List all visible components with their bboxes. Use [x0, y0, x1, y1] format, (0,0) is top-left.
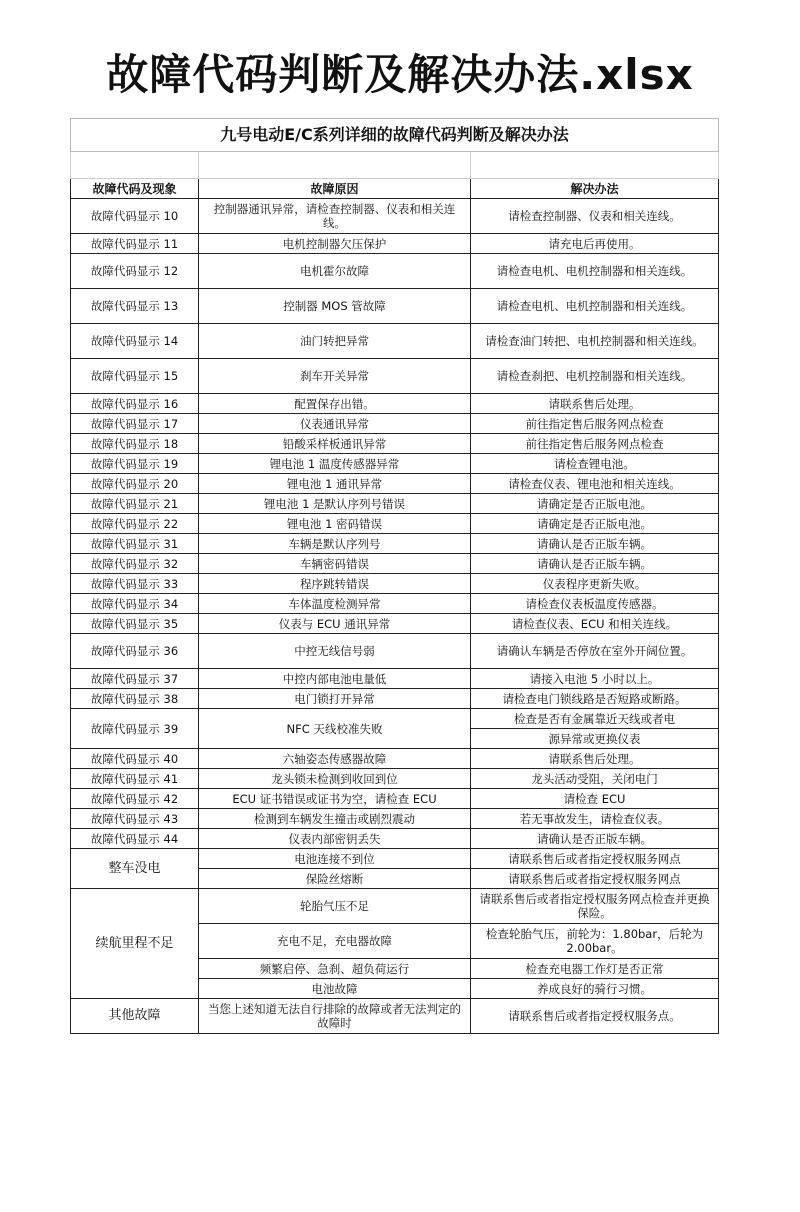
fault-cause: 配置保存出错。 [199, 394, 471, 414]
table-row [71, 254, 719, 289]
table-row [71, 494, 719, 514]
fault-fix: 请检查 ECU [471, 789, 719, 809]
fault-fix: 请检查刹把、电机控制器和相关连线。 [471, 359, 719, 394]
header-cause: 故障原因 [199, 179, 471, 199]
fault-code: 故障代码显示 33 [71, 574, 199, 594]
fault-cause: 油门转把异常 [199, 324, 471, 359]
fault-fix: 请检查电机、电机控制器和相关连线。 [471, 254, 719, 289]
group-cause: 频繁启停、急刹、超负荷运行 [199, 959, 471, 979]
fault-fix: 请确认车辆是否停放在室外开阔位置。 [471, 634, 719, 669]
table-row [71, 414, 719, 434]
fault-fix: 请接入电池 5 小时以上。 [471, 669, 719, 689]
fault-fix: 请检查仪表、ECU 和相关连线。 [471, 614, 719, 634]
table-row [71, 434, 719, 454]
group-cause: 电池故障 [199, 979, 471, 999]
table-row [71, 359, 719, 394]
fault-cause: 中控内部电池电量低 [199, 669, 471, 689]
fault-fix: 请充电后再使用。 [471, 234, 719, 254]
table-row [71, 234, 719, 254]
fault-code: 故障代码显示 21 [71, 494, 199, 514]
fault-cause: 锂电池 1 是默认序列号错误 [199, 494, 471, 514]
group-fix: 请联系售后或者指定授权服务点。 [471, 999, 719, 1034]
fault-cause: 六轴姿态传感器故障 [199, 749, 471, 769]
fault-fix: 请确认是否正版车辆。 [471, 554, 719, 574]
table-row [71, 324, 719, 359]
fault-code: 故障代码显示 12 [71, 254, 199, 289]
blank-cell [199, 152, 471, 179]
fault-fix: 请确认是否正版车辆。 [471, 534, 719, 554]
fault-code: 故障代码显示 19 [71, 454, 199, 474]
fault-code: 故障代码显示 16 [71, 394, 199, 414]
fault-code: 故障代码显示 43 [71, 809, 199, 829]
fault-cause: 控制器 MOS 管故障 [199, 289, 471, 324]
fault-code: 故障代码显示 14 [71, 324, 199, 359]
fault-cause: 锂电池 1 通讯异常 [199, 474, 471, 494]
fault-code: 故障代码显示 32 [71, 554, 199, 574]
group-range-label: 续航里程不足 [71, 889, 199, 999]
table-row [71, 199, 719, 234]
fault-cause: 电门锁打开异常 [199, 689, 471, 709]
fault-fix: 请确认是否正版车辆。 [471, 829, 719, 849]
fault-code: 故障代码显示 44 [71, 829, 199, 849]
table-row [71, 689, 719, 709]
table-row [71, 574, 719, 594]
fault-cause: 电机控制器欠压保护 [199, 234, 471, 254]
fault-code: 故障代码显示 17 [71, 414, 199, 434]
fault-code: 故障代码显示 37 [71, 669, 199, 689]
header-row [71, 179, 719, 199]
blank-cell [471, 152, 719, 179]
fault-cause: 中控无线信号弱 [199, 634, 471, 669]
header-fix: 解决办法 [471, 179, 719, 199]
fault-fix: 请检查仪表、锂电池和相关连线。 [471, 474, 719, 494]
group-cause: 轮胎气压不足 [199, 889, 471, 924]
fault-code: 故障代码显示 40 [71, 749, 199, 769]
group-fix: 请联系售后或者指定授权服务网点检查并更换保险。 [471, 889, 719, 924]
fault-cause: 车辆是默认序列号 [199, 534, 471, 554]
fault-cause: 锂电池 1 密码错误 [199, 514, 471, 534]
fault-fix: 仪表程序更新失败。 [471, 574, 719, 594]
group-fix: 检查轮胎气压，前轮为：1.80bar，后轮为 2.00bar。 [471, 924, 719, 959]
group-cause: 电池连接不到位 [199, 849, 471, 869]
table-row [71, 394, 719, 414]
fault-code: 故障代码显示 36 [71, 634, 199, 669]
fault-fix: 请联系售后处理。 [471, 749, 719, 769]
fault-code: 故障代码显示 42 [71, 789, 199, 809]
group-fix: 请联系售后或者指定授权服务网点 [471, 869, 719, 889]
fault-cause: NFC 天线校准失败 [199, 709, 471, 749]
fault-cause: 刹车开关异常 [199, 359, 471, 394]
table-row [71, 889, 719, 924]
table-row [71, 769, 719, 789]
fault-cause: 程序跳转错误 [199, 574, 471, 594]
fault-fix-continued: 源异常或更换仪表 [471, 729, 719, 749]
table-row [71, 474, 719, 494]
group-fix: 养成良好的骑行习惯。 [471, 979, 719, 999]
fault-cause: 龙头锁未检测到收回到位 [199, 769, 471, 789]
fault-cause: ECU 证书错误或证书为空，请检查 ECU [199, 789, 471, 809]
fault-code: 故障代码显示 18 [71, 434, 199, 454]
fault-code-table [70, 118, 719, 1034]
sheet-title: 九号电动E/C系列详细的故障代码判断及解决办法 [71, 119, 719, 152]
fault-fix: 请确定是否正版电池。 [471, 514, 719, 534]
fault-code: 故障代码显示 11 [71, 234, 199, 254]
fault-fix: 若无事故发生，请检查仪表。 [471, 809, 719, 829]
table-row [71, 614, 719, 634]
fault-cause: 车辆密码错误 [199, 554, 471, 574]
fault-fix: 请联系售后处理。 [471, 394, 719, 414]
table-row [71, 789, 719, 809]
table-row [71, 554, 719, 574]
group-fix: 请联系售后或者指定授权服务网点 [471, 849, 719, 869]
table-row [71, 514, 719, 534]
fault-fix: 请检查控制器、仪表和相关连线。 [471, 199, 719, 234]
table-row [71, 809, 719, 829]
table-row [71, 594, 719, 614]
table-row [71, 289, 719, 324]
fault-code: 故障代码显示 13 [71, 289, 199, 324]
document-title: 故障代码判断及解决办法.xlsx [106, 50, 694, 99]
group-no-power-label: 整车没电 [71, 849, 199, 889]
fault-fix: 请确定是否正版电池。 [471, 494, 719, 514]
fault-code: 故障代码显示 38 [71, 689, 199, 709]
fault-fix: 请检查油门转把、电机控制器和相关连线。 [471, 324, 719, 359]
fault-cause: 仪表通讯异常 [199, 414, 471, 434]
fault-cause: 仪表与 ECU 通讯异常 [199, 614, 471, 634]
sheet-title-row [71, 119, 719, 152]
group-other-label: 其他故障 [71, 999, 199, 1034]
group-cause: 保险丝熔断 [199, 869, 471, 889]
group-cause: 当您上述知道无法自行排除的故障或者无法判定的故障时 [199, 999, 471, 1034]
fault-fix: 龙头活动受阻，关闭电门 [471, 769, 719, 789]
fault-code: 故障代码显示 20 [71, 474, 199, 494]
fault-code: 故障代码显示 34 [71, 594, 199, 614]
fault-cause: 控制器通讯异常，请检查控制器、仪表和相关连线。 [199, 199, 471, 234]
fault-code: 故障代码显示 22 [71, 514, 199, 534]
group-cause: 充电不足，充电器故障 [199, 924, 471, 959]
header-code: 故障代码及现象 [71, 179, 199, 199]
blank-cell [71, 152, 199, 179]
table-row [71, 534, 719, 554]
fault-fix: 前往指定售后服务网点检查 [471, 414, 719, 434]
table-row [71, 454, 719, 474]
fault-cause: 车体温度检测异常 [199, 594, 471, 614]
table-row [71, 849, 719, 869]
table-row [71, 999, 719, 1034]
table-row [71, 669, 719, 689]
fault-cause: 铅酸采样板通讯异常 [199, 434, 471, 454]
fault-code: 故障代码显示 39 [71, 709, 199, 749]
group-fix: 检查充电器工作灯是否正常 [471, 959, 719, 979]
fault-code: 故障代码显示 15 [71, 359, 199, 394]
fault-fix: 请检查锂电池。 [471, 454, 719, 474]
fault-cause: 检测到车辆发生撞击或剧烈震动 [199, 809, 471, 829]
fault-fix: 前往指定售后服务网点检查 [471, 434, 719, 454]
fault-code: 故障代码显示 41 [71, 769, 199, 789]
fault-fix: 检查是否有金属靠近天线或者电 [471, 709, 719, 729]
table-row [71, 709, 719, 729]
fault-cause: 仪表内部密钥丢失 [199, 829, 471, 849]
table-row [71, 749, 719, 769]
fault-fix: 请检查电门锁线路是否短路或断路。 [471, 689, 719, 709]
fault-code: 故障代码显示 10 [71, 199, 199, 234]
blank-row [71, 152, 719, 179]
table-row [71, 829, 719, 849]
fault-code: 故障代码显示 35 [71, 614, 199, 634]
fault-cause: 电机霍尔故障 [199, 254, 471, 289]
fault-cause: 锂电池 1 温度传感器异常 [199, 454, 471, 474]
fault-code: 故障代码显示 31 [71, 534, 199, 554]
table-row [71, 634, 719, 669]
fault-fix: 请检查电机、电机控制器和相关连线。 [471, 289, 719, 324]
fault-fix: 请检查仪表板温度传感器。 [471, 594, 719, 614]
